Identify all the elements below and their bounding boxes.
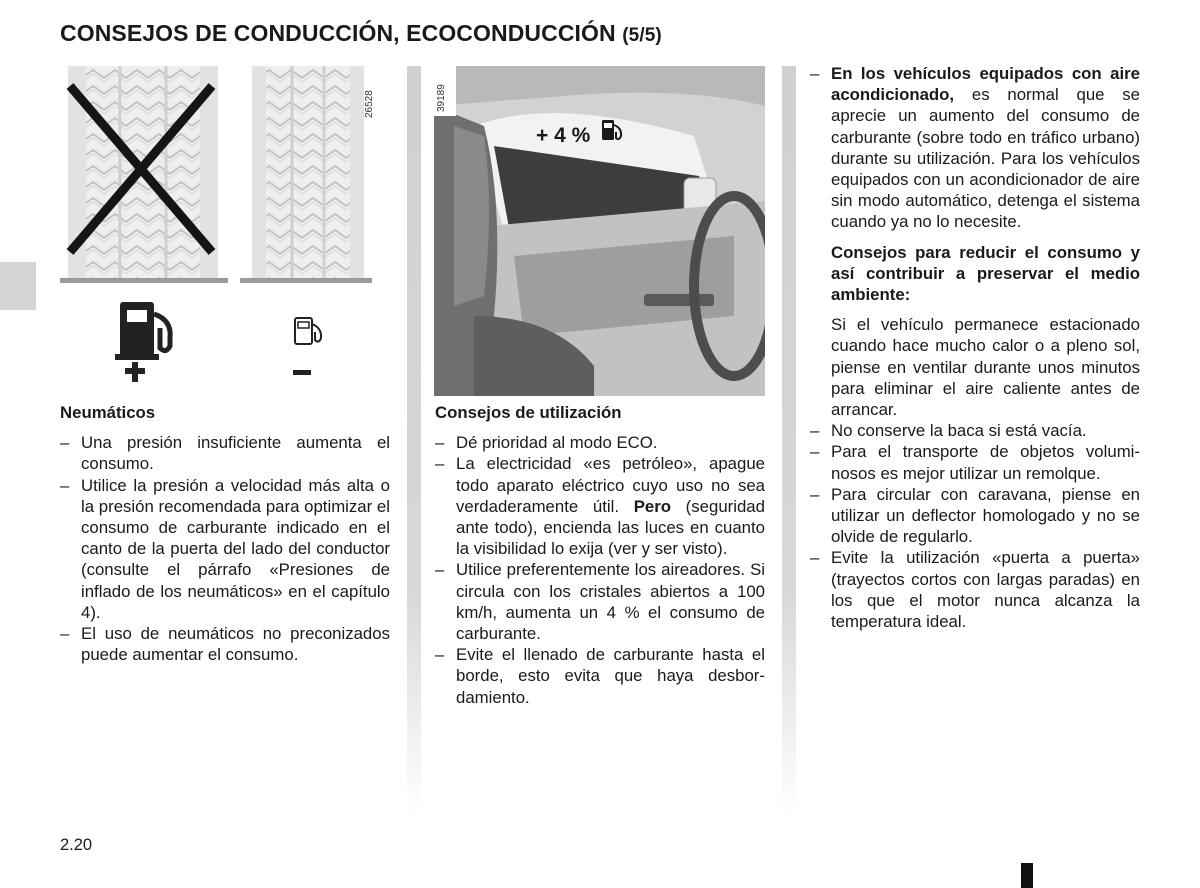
page-title-part: (5/5)	[622, 25, 662, 46]
fuel-consumption-overlay: + 4 %	[536, 124, 591, 147]
page-number: 2.20	[60, 836, 93, 854]
advice-heading: Consejos para reducir el consumo y así contribuir a preservar el medio ambiente:	[831, 242, 1140, 305]
tires-list	[60, 432, 390, 665]
usage-tips-list	[435, 432, 765, 708]
list-item-text: La electricidad «es petróleo», apague todo aparato eléctrico cuyo uso no sea verdaderamente útil.	[456, 454, 765, 516]
correct-tire	[240, 66, 372, 283]
list-item: – El uso de neumáticos no preconizados puede aumentar el consumo.	[60, 623, 390, 665]
list-item	[435, 453, 765, 559]
list-item-text: es normal que se aprecie un aumento del consumo de carburante (sobre todo en tráfico urbano) durante su utilización. Para los vehículos equipados con un acondicionador de aire sin modo automático, detenga el sistema cuando ya no lo necesite.	[831, 85, 1140, 232]
eco-advice-list	[810, 420, 1140, 632]
emphasis-text: Pero	[633, 496, 671, 516]
page-title-text: CONSEJOS DE CONDUCCIÓN, ECOCONDUCCIÓN	[60, 20, 616, 46]
list-item: – No conserve la baca si está vacía.	[810, 420, 1140, 441]
car-interior-figure	[434, 66, 765, 396]
list-item: – Evite el llenado de carburante hasta el borde, esto evita que haya desbordamiento.	[435, 644, 765, 708]
list-item: – Para circular con caravana, piense en utilizar un deflector homologado y no se olvide de regularlo.	[810, 484, 1140, 548]
car-interior-illustration	[434, 66, 765, 396]
list-item	[810, 63, 1140, 233]
list-item: – Evite la utilización «puerta a puerta» (trayectos cortos con largas paradas) en los que el motor nunca alcanza la temperatura ideal.	[810, 547, 1140, 632]
tire-pressure-figure	[60, 66, 390, 386]
tire-figure-ref-code: 26528	[364, 90, 375, 118]
eco-advice-section	[810, 63, 1140, 632]
air-conditioning-list	[810, 63, 1140, 233]
list-item-text: (seguridad ante todo), encienda las luces en cuanto la visibilidad lo exija (ver y ser visto).	[456, 496, 765, 559]
list-item: – Dé prioridad al modo ECO.	[435, 432, 765, 453]
list-item: – Utilice la presión a velocidad más alta o la presión recomendada para optimizar el consumo de carburante indicado en el canto de la puerta del lado del conductor (consulte el párrafo «Presiones de inflado de los neumáticos» en el capítulo 4).	[60, 475, 390, 623]
usage-tips-section	[435, 402, 765, 708]
plus-icon	[125, 362, 145, 382]
fuel-pump-large-icon	[115, 302, 170, 360]
chapter-tab-marker	[0, 262, 36, 310]
tires-heading: Neumáticos	[60, 403, 156, 422]
page-edge-mark	[1021, 863, 1033, 888]
list-item: – Una presión insuficiente aumenta el consumo.	[60, 432, 390, 474]
page-title	[60, 20, 662, 47]
list-item: – Utilice preferentemente los aireadores. Si circula con los cristales abiertos a 100 km/h, aumenta un 4 % el consumo de carburante.	[435, 559, 765, 644]
interior-figure-ref-code: 39189	[436, 84, 447, 112]
emphasis-text: En los vehículos equipados con aire acondicionado,	[831, 64, 1140, 105]
tires-section	[60, 402, 390, 665]
usage-tips-heading: Consejos de utilización	[435, 403, 622, 422]
parked-vehicle-text: Si el vehículo permanece estacionado cuando hace mucho calor o a pleno sol, piense en ventilar durante unos minutos para eliminar el aire caliente antes de arrancar.	[831, 315, 1140, 420]
column-separator-left	[407, 66, 421, 816]
fuel-pump-small-icon	[295, 318, 321, 344]
tire-illustration	[60, 66, 390, 386]
list-item: – Para el transporte de objetos voluminosos es mejor utilizar un remolque.	[810, 441, 1140, 483]
column-separator-right	[782, 66, 796, 816]
minus-icon	[293, 370, 311, 375]
